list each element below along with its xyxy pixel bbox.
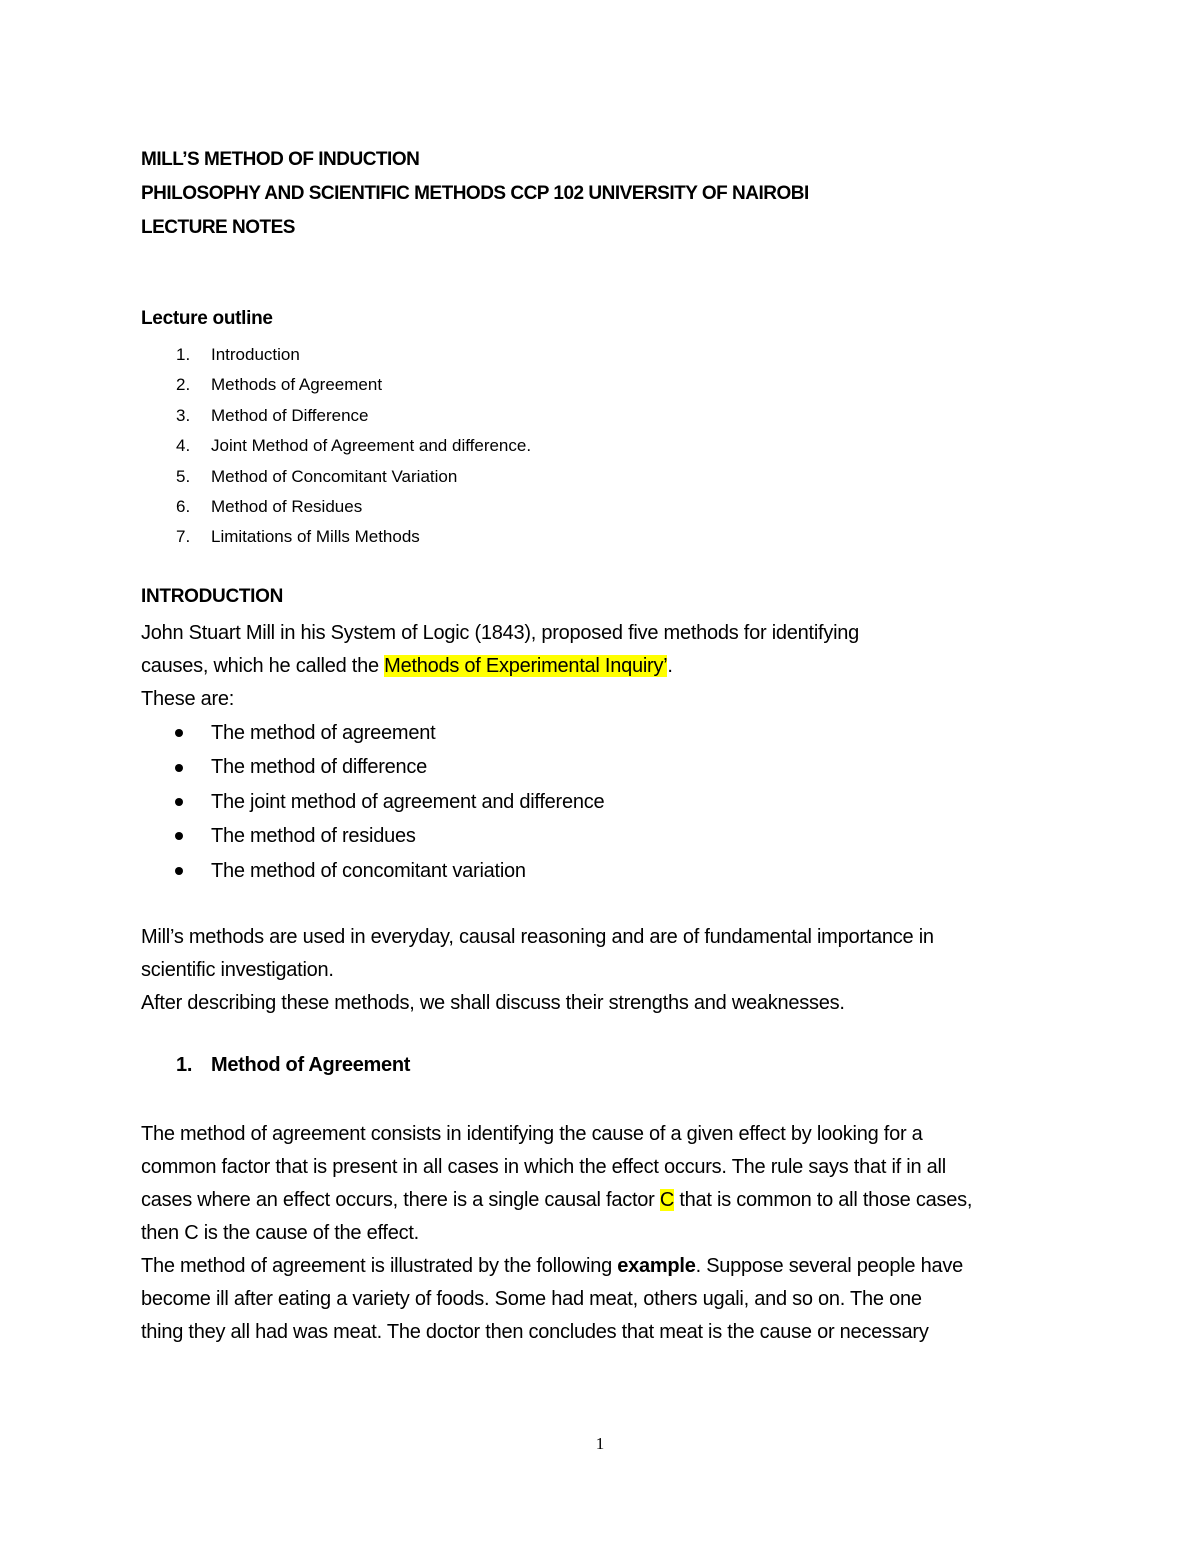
section-heading-method-of-agreement bbox=[141, 1054, 410, 1077]
paragraph-line: then C is the cause of the effect. bbox=[141, 1222, 419, 1244]
outline-item-text: Limitations of Mills Methods bbox=[211, 527, 420, 547]
paragraph-line: The method of agreement consists in identifying the cause of a given effect by looking for a bbox=[141, 1123, 923, 1145]
highlighted-text: Methods of Experimental Inquiry’ bbox=[384, 655, 668, 677]
section-number: 1. bbox=[176, 1054, 193, 1076]
outline-item-text: Joint Method of Agreement and difference. bbox=[211, 436, 532, 456]
text-run: cases where an effect occurs, there is a single causal factor bbox=[141, 1189, 660, 1211]
page-number: 1 bbox=[595, 1434, 605, 1453]
outline-item bbox=[141, 401, 531, 431]
document-type: LECTURE NOTES bbox=[141, 217, 295, 238]
bullet-icon bbox=[175, 832, 183, 840]
paragraph-line: thing they all had was meat. The doctor then concludes that meat is the cause or necessary bbox=[141, 1321, 929, 1343]
text-run: The method of agreement is illustrated by the following bbox=[141, 1255, 618, 1277]
introduction-heading: INTRODUCTION bbox=[141, 586, 284, 607]
paragraph-line: scientific investigation. bbox=[141, 959, 334, 981]
paragraph-line bbox=[141, 1184, 972, 1217]
outline-item-text: Method of Difference bbox=[211, 405, 369, 425]
outline-item bbox=[141, 431, 531, 461]
outline-item-text: Methods of Agreement bbox=[211, 375, 383, 395]
bullet-text: The method of concomitant variation bbox=[211, 859, 526, 882]
bullet-item bbox=[141, 819, 604, 853]
outline-item bbox=[141, 462, 531, 492]
outline-item-number: 7. bbox=[176, 527, 191, 547]
outline-item-text: Introduction bbox=[211, 345, 300, 364]
paragraph-line: After describing these methods, we shall discuss their strengths and weaknesses. bbox=[141, 992, 845, 1014]
methods-bullet-list bbox=[141, 716, 604, 888]
these-are-label: These are: bbox=[141, 688, 235, 710]
bullet-icon bbox=[175, 867, 183, 875]
usage-paragraph bbox=[141, 921, 934, 1020]
bullet-item bbox=[141, 785, 604, 819]
outline-item-number: 6. bbox=[176, 497, 191, 517]
text-run: that is common to all those cases, bbox=[674, 1189, 973, 1211]
outline-item-text: Method of Residues bbox=[211, 497, 363, 517]
outline-item-number: 1. bbox=[176, 345, 191, 364]
bold-text: example bbox=[617, 1255, 696, 1277]
outline-item bbox=[141, 370, 531, 400]
paragraph-line bbox=[141, 650, 859, 683]
highlighted-text: C bbox=[659, 1189, 675, 1211]
text-run: . Suppose several people have bbox=[695, 1255, 963, 1277]
paragraph-line: Mill’s methods are used in everyday, causal reasoning and are of fundamental importance in bbox=[141, 926, 934, 948]
text-run: causes, which he called the bbox=[141, 655, 385, 677]
document-title-block bbox=[141, 143, 809, 245]
outline-list bbox=[141, 340, 531, 553]
bullet-icon bbox=[175, 764, 183, 772]
bullet-item bbox=[141, 716, 604, 750]
outline-item bbox=[141, 492, 531, 522]
course-title: PHILOSOPHY AND SCIENTIFIC METHODS CCP 102 UNIVERSITY OF NAIROBI bbox=[141, 183, 809, 204]
outline-item-number: 5. bbox=[176, 466, 191, 486]
bullet-icon bbox=[175, 729, 183, 737]
outline-item-number: 3. bbox=[176, 405, 191, 425]
method-of-agreement-body bbox=[141, 1118, 972, 1349]
paragraph-line: become ill after eating a variety of foods. Some had meat, others ugali, and so on. The one bbox=[141, 1288, 922, 1310]
paragraph-line: common factor that is present in all cases in which the effect occurs. The rule says that if in all bbox=[141, 1156, 946, 1178]
paragraph-line bbox=[141, 1250, 972, 1283]
outline-item bbox=[141, 340, 531, 370]
bullet-item bbox=[141, 750, 604, 784]
bullet-text: The method of difference bbox=[211, 756, 427, 779]
outline-item-text: Method of Concomitant Variation bbox=[211, 466, 458, 486]
document-title: MILL’S METHOD OF INDUCTION bbox=[141, 149, 420, 170]
outline-heading: Lecture outline bbox=[141, 308, 273, 329]
paragraph-line: John Stuart Mill in his System of Logic (1843), proposed five methods for identifying bbox=[141, 622, 860, 644]
outline-item-number: 2. bbox=[176, 375, 191, 395]
outline-item bbox=[141, 522, 531, 552]
bullet-text: The method of residues bbox=[211, 825, 416, 848]
section-title: Method of Agreement bbox=[211, 1054, 411, 1076]
bullet-text: The method of agreement bbox=[211, 722, 436, 744]
bullet-item bbox=[141, 854, 604, 888]
text-run: . bbox=[667, 655, 673, 677]
introduction-paragraph bbox=[141, 617, 859, 716]
bullet-text: The joint method of agreement and difference bbox=[211, 790, 605, 813]
outline-item-number: 4. bbox=[176, 436, 191, 456]
bullet-icon bbox=[175, 798, 183, 806]
